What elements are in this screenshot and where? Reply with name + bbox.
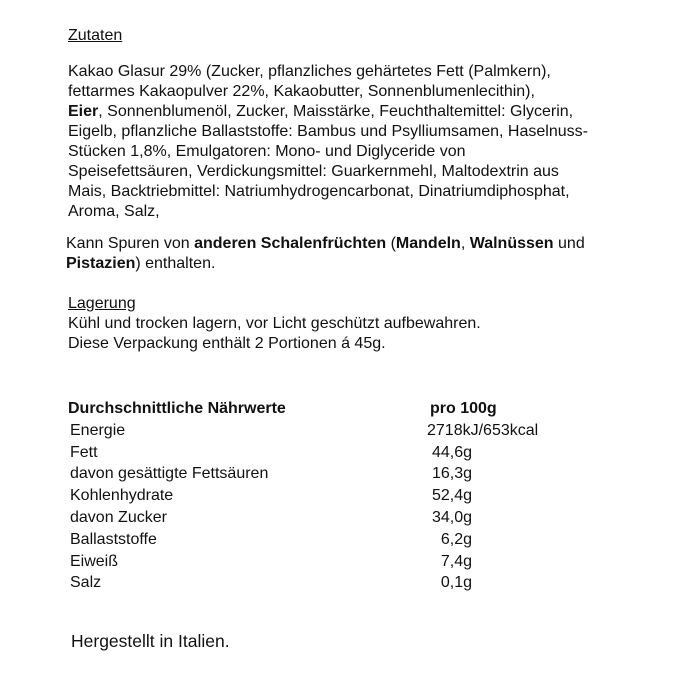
spuren-line: Pistazien) enthalten. [66, 255, 216, 272]
table-header: Durchschnittliche Nährwerte pro 100g [68, 400, 497, 417]
spuren-line: Kann Spuren von anderen Schalenfrüchten (Mandeln, Walnüssen und [66, 235, 585, 252]
allergen-eier: Eier [68, 103, 99, 120]
zutaten-heading: Zutaten [68, 27, 123, 44]
spuren-paragraph [66, 234, 626, 274]
table-row: Fett 44,6g [70, 443, 472, 461]
table-row: Ballaststoffe 6,2g [70, 530, 472, 548]
table-row: davon gesättigte Fettsäuren 16,3g [70, 465, 472, 483]
zutaten-line: Speisefettsäuren, Verdickungsmittel: Guarkernmehl, Maltodextrin aus [68, 163, 559, 180]
table-row: davon Zucker 34,0g [70, 508, 472, 526]
lagerung-paragraph: Kühl und trocken lagern, vor Licht geschützt aufbewahren. Diese Verpackung enthält 2 Portionen á 45g. [68, 315, 481, 352]
zutaten-line: Aroma, Salz, [68, 203, 160, 220]
zutaten-line: fettarmes Kakaopulver 22%, Kakaobutter, Sonnenblumenlecithin), [68, 83, 535, 100]
table-row: Energie 2718kJ/653kcal [70, 421, 539, 439]
table-row: Kohlenhydrate 52,4g [70, 487, 472, 505]
zutaten-line: Eier, Sonnenblumenöl, Zucker, Maisstärke, Feuchthaltemittel: Glycerin, [68, 103, 574, 120]
lagerung-heading: Lagerung [68, 295, 136, 312]
herkunft-text: Hergestellt in Italien. [71, 631, 230, 651]
zutaten-line: Stücken 1,8%, Emulgatoren: Mono- und Diglyceride von [68, 143, 466, 160]
table-row: Salz 0,1g [70, 574, 472, 592]
table-row: Eiweiß 7,4g [70, 552, 472, 570]
zutaten-paragraph [68, 62, 628, 222]
zutaten-line: Eigelb, pflanzliche Ballaststoffe: Bambus und Psylliumsamen, Haselnuss- [68, 123, 588, 140]
naehrwerte-table [68, 399, 548, 595]
zutaten-line: Kakao Glasur 29% (Zucker, pflanzliches gehärtetes Fett (Palmkern), [68, 63, 551, 80]
zutaten-line: Mais, Backtriebmittel: Natriumhydrogencarbonat, Dinatriumdiphosphat, [68, 183, 570, 200]
